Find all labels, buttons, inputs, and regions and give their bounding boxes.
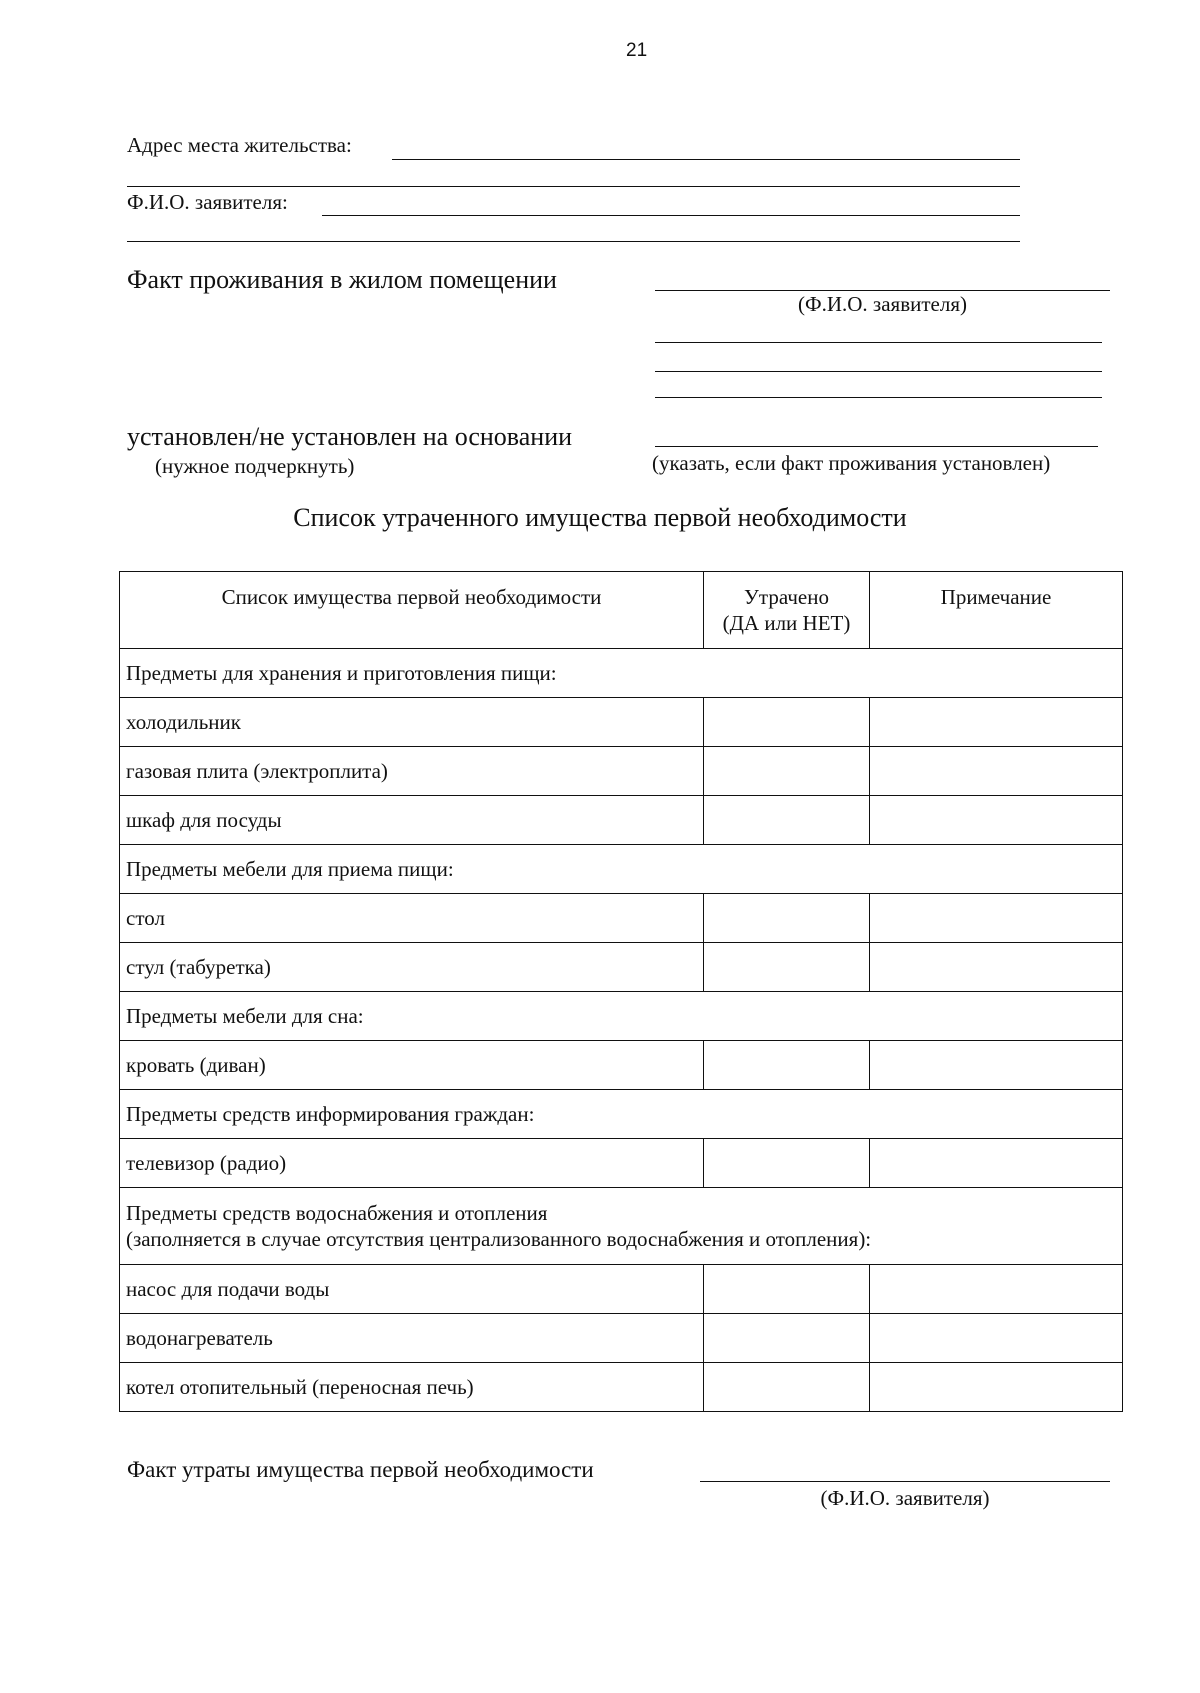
table-row <box>120 747 1123 796</box>
loss-fio-line[interactable] <box>700 1481 1110 1482</box>
table-row-category <box>120 992 1123 1041</box>
table-row <box>120 1139 1123 1188</box>
page-number: 21 <box>626 40 648 61</box>
lost-cell[interactable] <box>704 1265 870 1314</box>
header-lost-line2: (ДА или НЕТ) <box>722 611 851 635</box>
lost-cell[interactable] <box>704 1041 870 1090</box>
item-label: котел отопительный (переносная печь) <box>120 1363 704 1412</box>
lost-cell[interactable] <box>704 796 870 845</box>
loss-fact-text: Факт утраты имущества первой необходимости <box>127 1457 594 1482</box>
item-label: стул (табуретка) <box>120 943 704 992</box>
property-table <box>119 571 1123 1412</box>
table-row <box>120 1363 1123 1412</box>
item-label: газовая плита (электроплита) <box>120 747 704 796</box>
category-label: Предметы для хранения и приготовления пищи: <box>120 649 1123 698</box>
table-row <box>120 796 1123 845</box>
category-label: Предметы средств информирования граждан: <box>120 1090 1123 1139</box>
lost-cell[interactable] <box>704 894 870 943</box>
note-cell[interactable] <box>870 943 1123 992</box>
established-text: установлен/не установлен на основании <box>127 422 573 451</box>
residence-fact-text: Факт проживания в жилом помещении <box>127 265 557 294</box>
table-row-category <box>120 649 1123 698</box>
header-property-list: Список имущества первой необходимости <box>120 572 704 649</box>
note-cell[interactable] <box>870 796 1123 845</box>
item-label: шкаф для посуды <box>120 796 704 845</box>
address-line-2[interactable] <box>127 186 1020 187</box>
underline-hint: (нужное подчеркнуть) <box>155 454 355 478</box>
applicant-label: Ф.И.О. заявителя: <box>127 190 288 214</box>
category-label: Предметы мебели для приема пищи: <box>120 845 1123 894</box>
note-cell[interactable] <box>870 1041 1123 1090</box>
lost-cell[interactable] <box>704 1363 870 1412</box>
note-cell[interactable] <box>870 698 1123 747</box>
table-row-category <box>120 1188 1123 1265</box>
header-lost-line1: Утрачено <box>744 585 829 609</box>
address-label: Адрес места жительства: <box>127 133 352 157</box>
header-lost <box>704 572 870 649</box>
lost-cell[interactable] <box>704 1139 870 1188</box>
category-label-line1: Предметы средств водоснабжения и отопления <box>126 1201 548 1225</box>
note-cell[interactable] <box>870 1314 1123 1363</box>
residence-fio-caption: (Ф.И.О. заявителя) <box>798 292 967 316</box>
list-title: Список утраченного имущества первой необходимости <box>293 503 907 532</box>
address-line-1[interactable] <box>392 159 1020 160</box>
item-label: холодильник <box>120 698 704 747</box>
item-label: водонагреватель <box>120 1314 704 1363</box>
table-header-row <box>120 572 1123 649</box>
category-label: Предметы мебели для сна: <box>120 992 1123 1041</box>
note-cell[interactable] <box>870 1363 1123 1412</box>
item-label: стол <box>120 894 704 943</box>
table-row <box>120 894 1123 943</box>
basis-line[interactable] <box>655 446 1098 447</box>
table-row <box>120 1314 1123 1363</box>
table-row <box>120 1041 1123 1090</box>
lost-cell[interactable] <box>704 1314 870 1363</box>
table-row <box>120 698 1123 747</box>
note-cell[interactable] <box>870 1139 1123 1188</box>
residence-extra-line-2[interactable] <box>655 371 1102 372</box>
note-cell[interactable] <box>870 894 1123 943</box>
category-label-line2: (заполняется в случае отсутствия централизованного водоснабжения и отопления): <box>126 1227 872 1251</box>
item-label: насос для подачи воды <box>120 1265 704 1314</box>
loss-fio-caption: (Ф.И.О. заявителя) <box>820 1486 990 1510</box>
item-label: кровать (диван) <box>120 1041 704 1090</box>
note-cell[interactable] <box>870 1265 1123 1314</box>
basis-caption: (указать, если факт проживания установлен) <box>652 451 1051 475</box>
table-row-category <box>120 1090 1123 1139</box>
table-row-category <box>120 845 1123 894</box>
applicant-line-2[interactable] <box>127 241 1020 242</box>
lost-cell[interactable] <box>704 747 870 796</box>
residence-fio-line[interactable] <box>655 290 1110 291</box>
applicant-line-1[interactable] <box>322 215 1020 216</box>
lost-cell[interactable] <box>704 698 870 747</box>
header-note: Примечание <box>870 572 1123 649</box>
table-row <box>120 943 1123 992</box>
table-row <box>120 1265 1123 1314</box>
lost-cell[interactable] <box>704 943 870 992</box>
category-label <box>120 1188 1123 1265</box>
item-label: телевизор (радио) <box>120 1139 704 1188</box>
note-cell[interactable] <box>870 747 1123 796</box>
residence-extra-line-1[interactable] <box>655 342 1102 343</box>
residence-extra-line-3[interactable] <box>655 397 1102 398</box>
